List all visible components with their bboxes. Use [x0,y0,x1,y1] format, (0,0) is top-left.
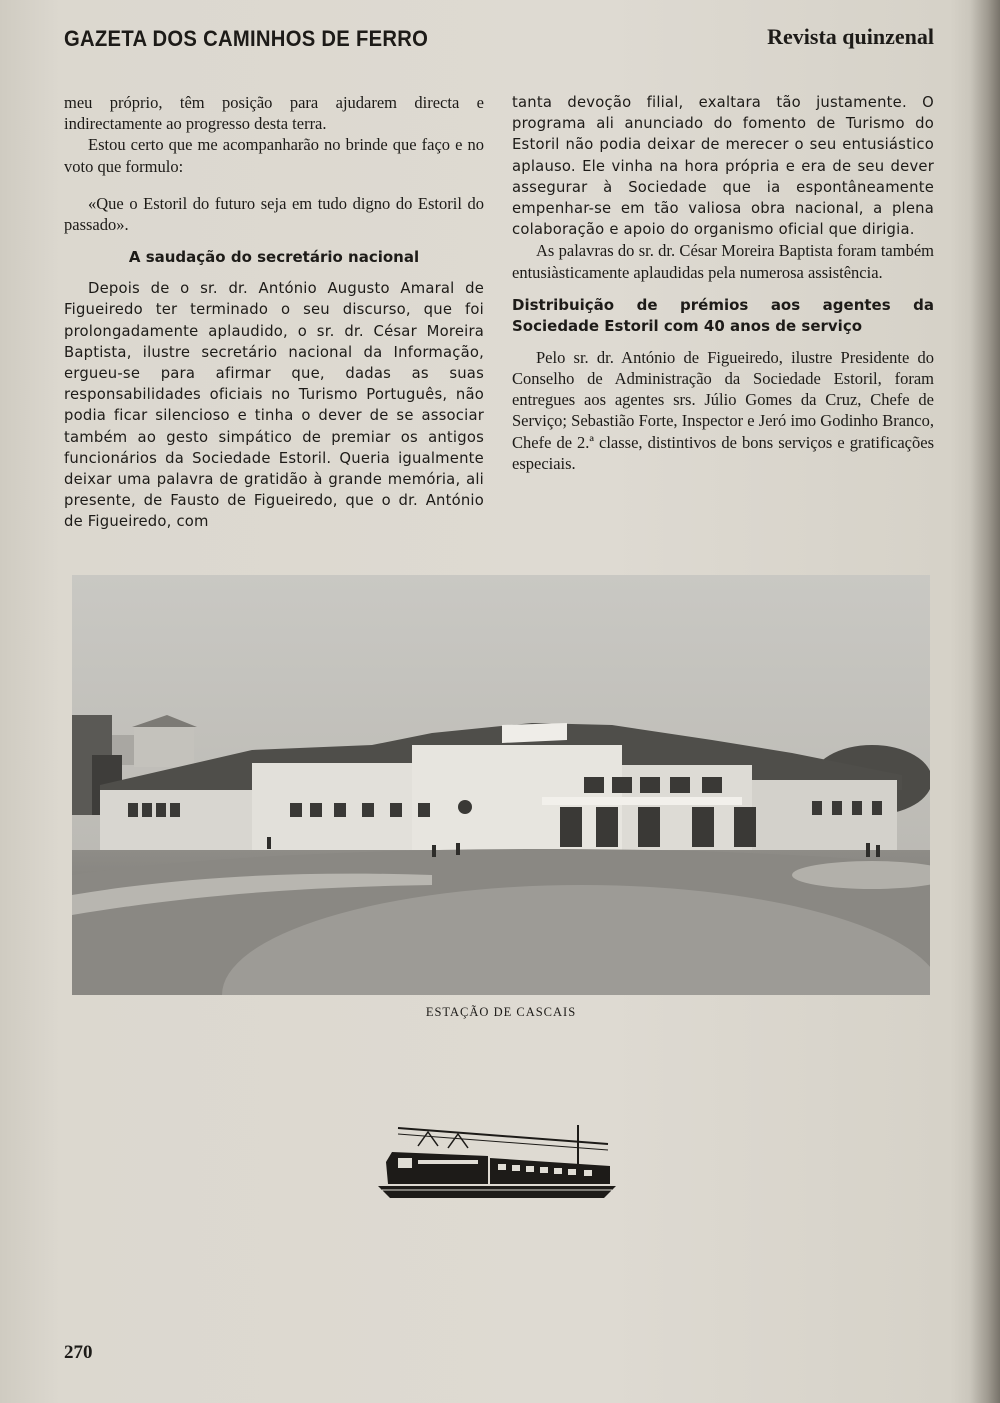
page-number: 270 [64,1342,93,1363]
train-vignette [378,1120,618,1200]
right-paragraph-2: As palavras do sr. dr. César Moreira Baptista foram também entusiàsticamente aplaudidas pela numerosa assistência. [512,241,934,282]
electric-train-icon [378,1120,618,1200]
magazine-subtitle: Revista quinzenal [767,24,934,49]
right-paragraph-3: Pelo sr. dr. António de Figueiredo, ilustre Presidente do Conselho de Administração da Sociedade Estoril, foram entregues aos agentes srs. Júlio Gomes da Cruz, Chefe de Serviço; Sebastião Forte, Inspector e Jeró imo Godinho Branco, Chefe de 2.ª classe, distintivos de bons serviços e gratificações especiais. [512,347,934,473]
right-column [512,92,934,474]
station-photo [72,575,930,995]
right-paragraph-1: tanta devoção filial, exaltara tão justamente. O programa ali anunciado do fomento de Turismo do Estoril não podia deixar de merecer o seu entusiástico aplauso. Ele vinha na hora própria e era de seu dever assegurar à Sociedade que ia espontâneamente empenhar-se em tão valiosa obra nacional, a plena colaboração e apoio do organismo oficial que dirigia. [512,94,934,239]
left-paragraph-1: meu próprio, têm posição para ajudarem directa e indirectamente ao progresso desta terra. [64,93,484,134]
magazine-title: GAZETA DOS CAMINHOS DE FERRO [64,26,429,51]
left-quote: «Que o Estoril do futuro seja em tudo digno do Estoril do passado». [64,193,484,235]
section-heading-prizes: Distribuição de prémios aos agentes da Sociedade Estoril com 40 anos de serviço [512,295,934,335]
left-paragraph-3: Depois de o sr. dr. António Augusto Amaral de Figueiredo ter terminado o seu discurso, que foi prolongadamente aplaudido, o sr. dr. César Moreira Baptista, ilustre secretário nacional da Informação, ergueu-se para afirmar que, dadas as suas responsabilidades oficiais no Turismo Português, não podia ficar silencioso e tinha o dever de se associar também ao gesto simpático de premiar os antigos funcionários da Sociedade Estoril. Queria igualmente deixar uma palavra de gratidão à grande memória, ali presente, de Fausto de Figueiredo, que o dr. António de Figueiredo, com [64,280,484,531]
station-building-illustration [72,575,930,995]
left-paragraph-2: Estou certo que me acompanharão no brinde que faço e no voto que formulo: [64,135,484,176]
section-heading-secretary: A saudação do secretário nacional [128,248,420,267]
photo-caption: ESTAÇÃO DE CASCAIS [425,1005,577,1019]
left-column [64,92,484,533]
page-spine-shadow [970,0,1000,1403]
